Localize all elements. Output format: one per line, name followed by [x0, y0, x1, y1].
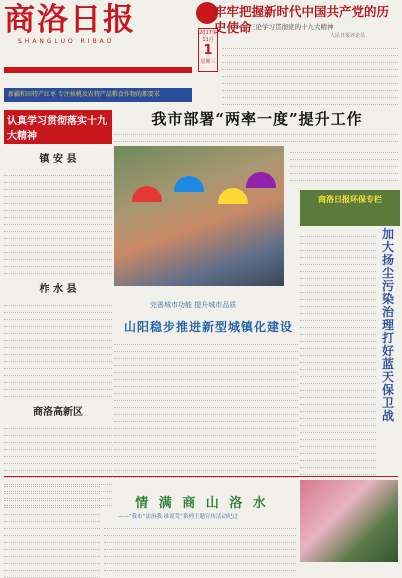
date-month: 2017年11月: [199, 30, 217, 43]
feature-title: 山阳稳步推进新型城镇化建设: [124, 320, 294, 334]
feature-kicker: 完善城市功能 提升城市品质: [150, 301, 237, 309]
county-heading-zhashui: 柞 水 县: [39, 284, 77, 295]
main-headline: 我市部署“两率一度”提升工作: [151, 110, 363, 128]
county-heading-gaoxin: 商洛高新区: [33, 407, 83, 418]
masthead: [4, 2, 194, 45]
top-source: 人民日报评论员: [330, 33, 366, 39]
bottom-subtitle: ——"我市“法治我·谁说荒”系列主题宣传活动纪过: [118, 514, 238, 520]
newspaper-title: 商洛日报: [4, 2, 136, 38]
left-banner: 认真学习贯彻落实十九大精神: [4, 110, 112, 144]
main-article-intro: [114, 128, 398, 142]
env-article-body: [300, 230, 376, 489]
bottom-article-body: [104, 522, 296, 571]
feature-article-body: [114, 338, 298, 478]
bottom-photo: [300, 480, 398, 562]
county-body-zhashui: [4, 299, 112, 397]
newspaper-pinyin: SHANGLUO RIBAO: [18, 38, 115, 45]
main-article-right-text: [290, 146, 398, 181]
top-subheadline: ——三论学习贯彻党的十九大精神: [236, 23, 334, 31]
ad-strip: 新疆和田特产红枣 专注核桃及农特产品粮食作物的都要求: [4, 88, 192, 102]
main-photo: [114, 146, 284, 286]
bottom-left-text: [4, 480, 100, 578]
top-article-body: [222, 42, 398, 100]
masthead-rule: [4, 67, 192, 73]
county-heading-zhenan: 镇 安 县: [39, 154, 77, 165]
left-column: [4, 110, 112, 506]
county-body-zhenan: [4, 169, 112, 274]
top-headline: 牢牢把握新时代中国共产党的历史使命: [214, 4, 390, 35]
vertical-headline: 加大扬尘污染治理 打好蓝天保卫战: [381, 227, 394, 423]
bottom-title: 情 满 商 山 洛 水: [135, 496, 269, 511]
date-weekday: 星期三: [200, 59, 216, 65]
section-divider: [4, 476, 398, 477]
date-day: 1: [203, 43, 213, 58]
env-banner: 商洛日报环保专栏: [318, 195, 382, 204]
